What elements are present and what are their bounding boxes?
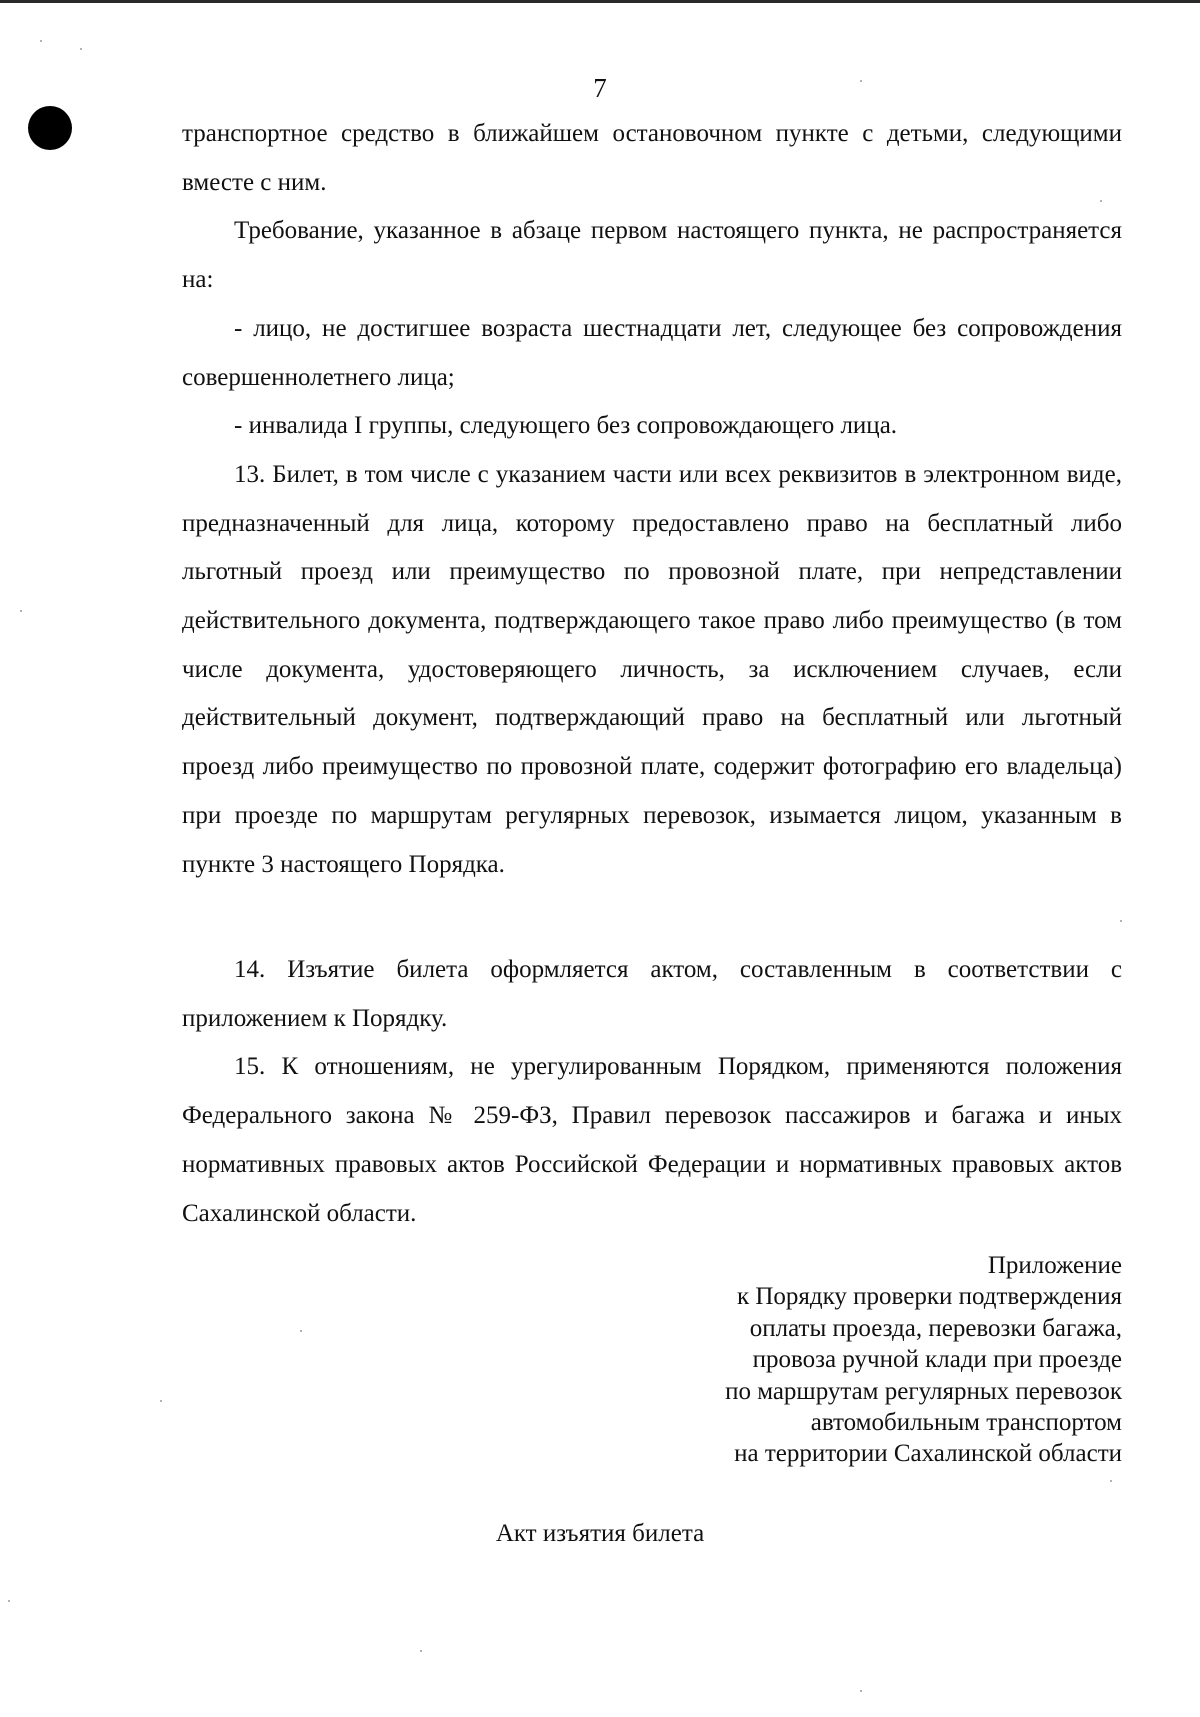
appendix-line: по маршрутам регулярных перевозок bbox=[725, 1377, 1122, 1405]
page-number: 7 bbox=[593, 73, 607, 103]
paragraph-14: 14. Изъятие билета оформляется актом, составленным в соответствии с приложением к Порядку. bbox=[182, 956, 1122, 1032]
list-item-minor: - лицо, не достигшее возраста шестнадцати лет, следующее без сопровождения совершеннолетнего лица; bbox=[182, 314, 1122, 391]
paragraph-continuation: транспортное средство в ближайшем остановочном пункте с детьми, следующими вместе с ним. bbox=[182, 120, 1122, 196]
appendix-title: Приложение bbox=[987, 1252, 1122, 1279]
paragraph-requirement: Требование, указанное в абзаце первом настоящего пункта, не распространяется на: bbox=[182, 217, 1122, 294]
scan-speck bbox=[40, 40, 42, 42]
appendix-line: провоза ручной клади при проезде bbox=[752, 1346, 1122, 1374]
scan-speck bbox=[80, 48, 82, 50]
body-text-upper bbox=[182, 110, 1122, 889]
scan-speck bbox=[20, 610, 22, 612]
appendix-line: автомобильным транспортом bbox=[810, 1409, 1122, 1437]
list-item-disabled: - инвалида I группы, следующего без сопровождающего лица. bbox=[234, 412, 898, 440]
scan-speck bbox=[1100, 200, 1102, 202]
scan-speck bbox=[860, 1690, 862, 1692]
appendix-block bbox=[725, 1250, 1122, 1470]
appendix-line: на территории Сахалинской области bbox=[734, 1440, 1122, 1468]
paragraph-15: 15. К отношениям, не урегулированным Порядком, применяются положения Федерального закона № 259-ФЗ, Правил перевозок пассажиров и багажа и иных нормативных правовых актов Российской Федерации и нормативных правовых актов Сахалинской области. bbox=[182, 1053, 1122, 1227]
scan-speck bbox=[1110, 1480, 1112, 1482]
scan-speck bbox=[8, 1600, 10, 1602]
scan-speck bbox=[420, 1650, 422, 1652]
punch-hole-mark bbox=[28, 106, 72, 150]
scan-speck bbox=[1120, 920, 1122, 922]
appendix-line: к Порядку проверки подтверждения bbox=[736, 1283, 1122, 1311]
scan-speck bbox=[300, 1330, 302, 1332]
paragraph-13: 13. Билет, в том числе с указанием части или всех реквизитов в электронном виде, предназначенный для лица, которому предоставлено право на бесплатный либо льготный проезд или преимущество по провозной плате, при непредставлении действительного документа, подтверждающего такое право либо преимущество (в том числе документа, удостоверяющего личность, за исключением случаев, если действительный документ, подтверждающий право на бесплатный или льготный проезд либо преимущество по провозной плате, содержит фотографию его владельца) при проезде по маршрутам регулярных перевозок, изымается лицом, указанным в пункте 3 настоящего Порядка. bbox=[182, 460, 1122, 878]
scan-speck bbox=[860, 80, 862, 82]
appendix-line: оплаты проезда, перевозки багажа, bbox=[749, 1314, 1122, 1342]
scan-top-edge bbox=[0, 0, 1200, 3]
scan-speck bbox=[160, 1400, 162, 1402]
act-title: Акт изъятия билета bbox=[495, 1520, 705, 1547]
body-text-lower bbox=[182, 946, 1122, 1238]
